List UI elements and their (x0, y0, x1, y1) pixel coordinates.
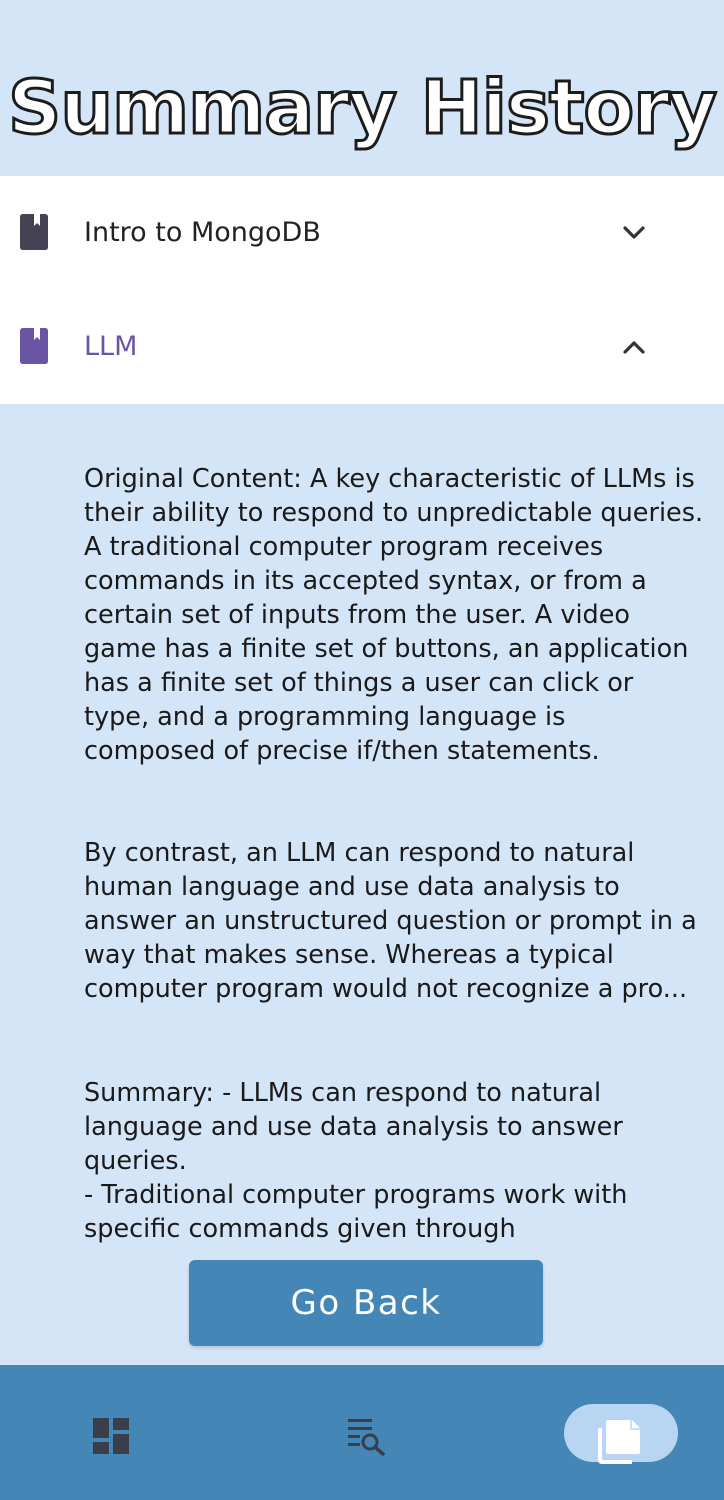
accordion-item-intro-to-mongodb[interactable] (0, 176, 724, 290)
bookmark-icon (20, 328, 48, 364)
chevron-down-icon[interactable] (620, 219, 648, 247)
original-content-paragraph-2: By contrast, an LLM can respond to natural human language and use data analysis to answer an unstructured question or prompt in a way that makes sense. Whereas a typical computer program would not recognize a pro... (84, 838, 697, 1004)
accordion-item-title: Intro to MongoDB (84, 217, 321, 248)
summary-text: Summary: - LLMs can respond to natural language and use data analysis to answer queries. - Traditional computer programs work with specific commands given through (84, 1078, 628, 1244)
bottom-navigation (0, 1365, 724, 1500)
document-icon[interactable] (598, 1418, 644, 1464)
go-back-button[interactable]: Go Back (189, 1260, 543, 1346)
accordion-item-llm[interactable] (0, 290, 724, 404)
chevron-up-icon[interactable] (620, 333, 648, 361)
accordion-item-title: LLM (84, 331, 138, 362)
list-search-icon[interactable] (346, 1416, 386, 1456)
dashboard-icon[interactable] (91, 1416, 131, 1456)
original-content-paragraph-1: Original Content: A key characteristic of LLMs is their ability to respond to unpredictable queries. A traditional computer program receives commands in its accepted syntax, or from a certain set of inputs from the user. A video game has a finite set of buttons, an application has a finite set of things a user can click or type, and a programming language is composed of precise if/then statements. (84, 464, 704, 766)
summary-detail-text (84, 428, 704, 1244)
summary-detail-panel[interactable] (0, 404, 724, 1244)
header (0, 0, 724, 176)
page-title: Summary History (8, 65, 716, 151)
bookmark-icon (20, 214, 48, 250)
